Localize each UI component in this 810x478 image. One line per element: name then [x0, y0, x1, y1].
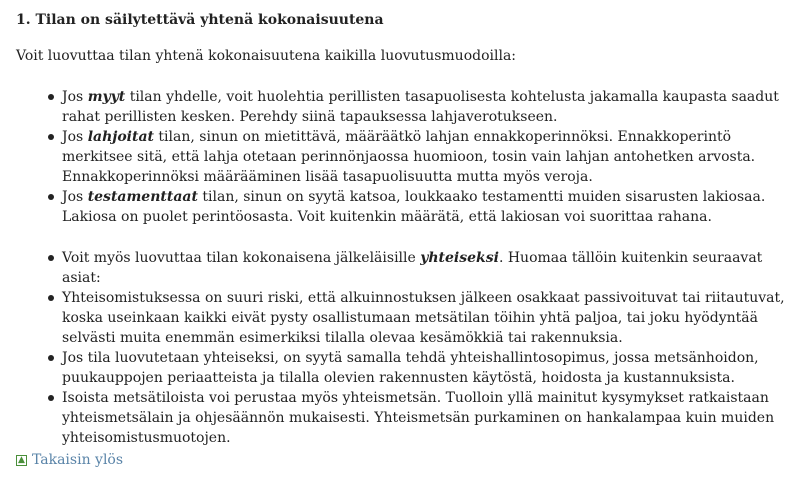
back-to-top-label: Takaisin ylös	[32, 452, 124, 468]
section-heading: 1. Tilan on säilytettävä yhtenä kokonaisuutena	[16, 12, 384, 28]
list-item: Jos myyt tilan yhdelle, voit huolehtia perillisten tasapuolisesta kohtelusta jakamalla kaupasta saadut rahat perillisten kesken. Perehdy siinä tapauksessa lahjaverotukseen.	[62, 87, 800, 127]
back-to-top-link[interactable]	[16, 450, 123, 470]
arrow-up-icon: ▲	[16, 455, 27, 466]
list-item: Voit myös luovuttaa tilan kokonaisena jälkeläisille yhteiseksi. Huomaa tällöin kuitenkin seuraavat asiat:	[62, 248, 800, 288]
list-item: Jos lahjoitat tilan, sinun on mietittävä, määräätkö lahjan ennakkoperinnöksi. Ennakkoperintö merkitsee sitä, että lahja otetaan perinnönjaossa huomioon, tosin vain lahjan antohetken arvosta. Ennakkoperinnöksi määrääminen lisää tasapuolisuutta mutta myös veroja.	[62, 127, 800, 187]
list-item: Yhteisomistuksessa on suuri riski, että alkuinnostuksen jälkeen osakkaat passivoituvat tai riitautuvat, koska useinkaan kaikki eivät pysty osallistumaan metsätilan töihin yhtä paljoa, tai joku hyödyntää selvästi muita enemmän esimerkiksi tilalla olevaa kesämökkiä tai rakennuksia.	[62, 288, 800, 348]
intro-text: Voit luovuttaa tilan yhtenä kokonaisuutena kaikilla luovutusmuodoilla:	[16, 48, 517, 64]
list-item: Jos tila luovutetaan yhteiseksi, on syytä samalla tehdä yhteishallintosopimus, jossa metsänhoidon, puukauppojen periaatteista ja tilalla olevien rakennusten käytöstä, hoidosta ja kustannuksista.	[62, 348, 800, 388]
transfer-options-list	[62, 87, 800, 227]
list-item: Jos testamenttaat tilan, sinun on syytä katsoa, loukkaako testamentti muiden sisarusten lakiosaa. Lakiosa on puolet perintöosasta. Voit kuitenkin määrätä, että lakiosan voi suorittaa rahana.	[62, 187, 800, 227]
list-item: Isoista metsätiloista voi perustaa myös yhteismetsän. Tuolloin yllä mainitut kysymykset ratkaistaan yhteismetsälain ja ohjesäännön mukaisesti. Yhteismetsän purkaminen on hankalampaa kuin muiden yhteisomistusmuotojen.	[62, 388, 800, 448]
joint-ownership-list	[62, 248, 800, 448]
